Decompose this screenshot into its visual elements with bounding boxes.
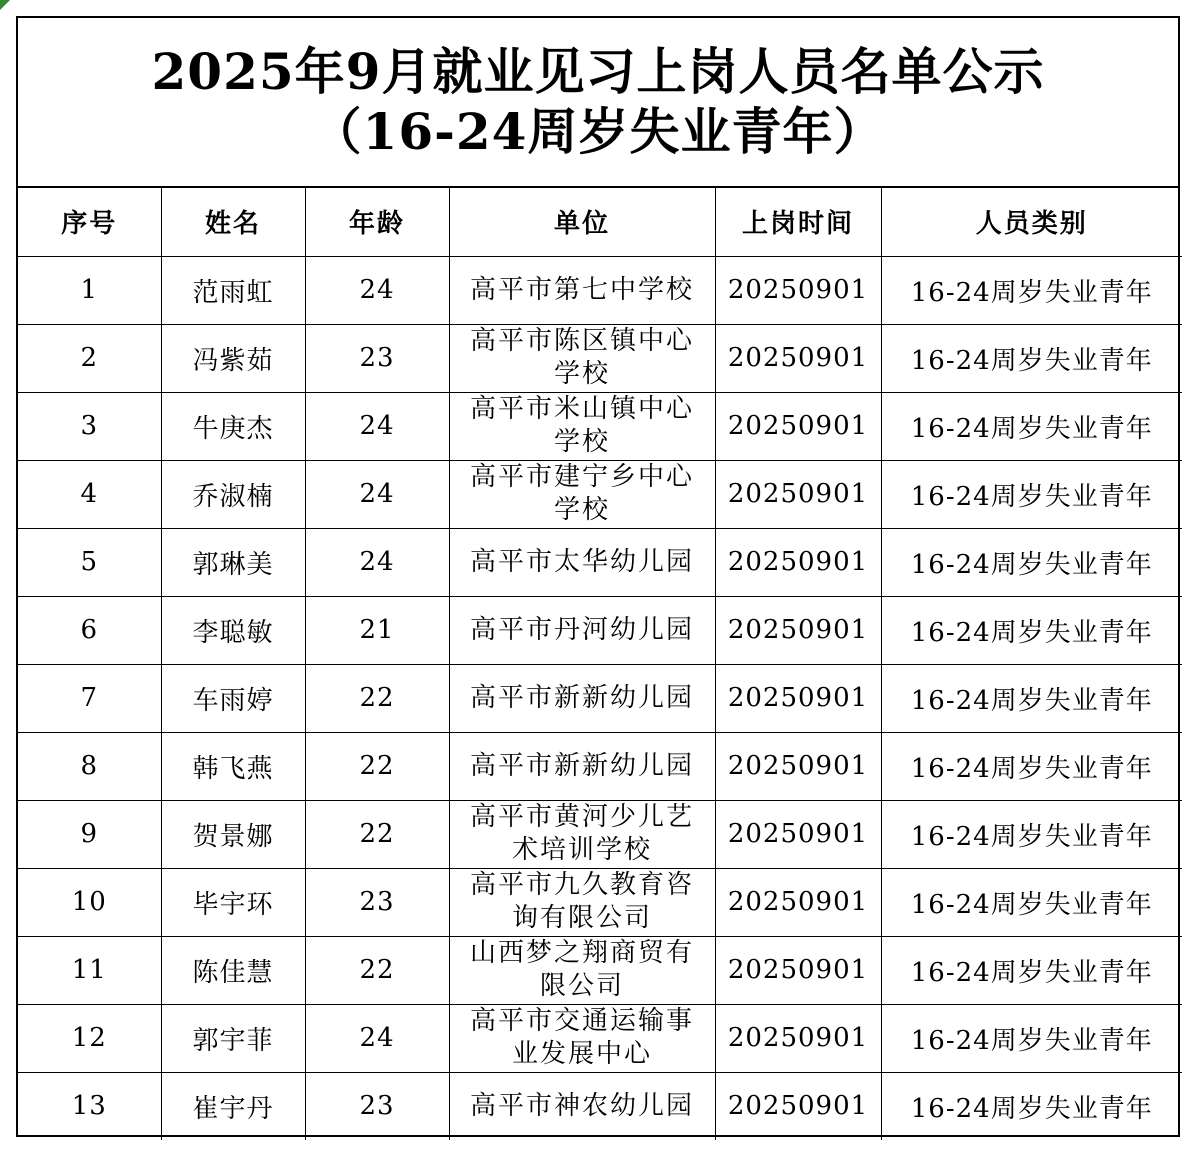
cell-start-date: 20250901 [715, 596, 881, 664]
cell-name: 冯紫茹 [161, 324, 305, 392]
table-row [18, 460, 1182, 528]
unit-text: 高平市丹河幼儿园 [469, 614, 694, 645]
cell-age: 21 [305, 596, 449, 664]
cell-start-date: 20250901 [715, 1072, 881, 1140]
cell-name: 李聪敏 [161, 596, 305, 664]
cell-index: 3 [18, 392, 161, 460]
unit-text: 高平市陈区镇中心学校 [469, 326, 694, 389]
cell-age: 24 [305, 1004, 449, 1072]
cell-age: 24 [305, 528, 449, 596]
cell-category: 16-24周岁失业青年 [881, 596, 1182, 664]
cell-index: 10 [18, 868, 161, 936]
cell-index: 8 [18, 732, 161, 800]
table-row [18, 800, 1182, 868]
cell-name: 韩飞燕 [161, 732, 305, 800]
cell-name: 贺景娜 [161, 800, 305, 868]
cell-name: 车雨婷 [161, 664, 305, 732]
unit-text: 高平市建宁乡中心学校 [469, 462, 694, 525]
cell-unit [449, 936, 715, 1004]
unit-text: 高平市新新幼儿园 [469, 682, 694, 713]
cell-category: 16-24周岁失业青年 [881, 460, 1182, 528]
unit-text: 高平市太华幼儿园 [469, 546, 694, 577]
cell-unit [449, 528, 715, 596]
cell-index: 4 [18, 460, 161, 528]
cell-category: 16-24周岁失业青年 [881, 324, 1182, 392]
cell-category: 16-24周岁失业青年 [881, 256, 1182, 324]
cell-name: 范雨虹 [161, 256, 305, 324]
unit-text: 高平市神农幼儿园 [469, 1090, 694, 1121]
cell-category: 16-24周岁失业青年 [881, 868, 1182, 936]
cell-unit [449, 800, 715, 868]
unit-text: 高平市交通运输事业发展中心 [469, 1006, 694, 1069]
cell-category: 16-24周岁失业青年 [881, 664, 1182, 732]
table-row [18, 732, 1182, 800]
cell-unit [449, 256, 715, 324]
cell-age: 22 [305, 936, 449, 1004]
cell-unit [449, 732, 715, 800]
cell-corner-marker [0, 0, 10, 10]
header-name: 姓名 [161, 188, 305, 256]
table-row [18, 596, 1182, 664]
cell-name: 郭宇菲 [161, 1004, 305, 1072]
cell-age: 24 [305, 392, 449, 460]
cell-age: 23 [305, 324, 449, 392]
cell-unit [449, 324, 715, 392]
table-row [18, 868, 1182, 936]
cell-name: 崔宇丹 [161, 1072, 305, 1140]
unit-text: 高平市米山镇中心学校 [469, 394, 694, 457]
cell-start-date: 20250901 [715, 1004, 881, 1072]
unit-text: 高平市新新幼儿园 [469, 750, 694, 781]
page-title: 2025年9月就业见习上岗人员名单公示 [151, 42, 1045, 101]
cell-start-date: 20250901 [715, 256, 881, 324]
cell-unit [449, 664, 715, 732]
cell-index: 11 [18, 936, 161, 1004]
table-row [18, 1004, 1182, 1072]
cell-index: 5 [18, 528, 161, 596]
table-row [18, 936, 1182, 1004]
cell-age: 24 [305, 256, 449, 324]
header-age: 年龄 [305, 188, 449, 256]
table-row [18, 324, 1182, 392]
cell-index: 6 [18, 596, 161, 664]
cell-unit [449, 1004, 715, 1072]
cell-start-date: 20250901 [715, 800, 881, 868]
cell-category: 16-24周岁失业青年 [881, 1004, 1182, 1072]
cell-index: 12 [18, 1004, 161, 1072]
unit-text: 山西梦之翔商贸有限公司 [469, 938, 694, 1001]
cell-unit [449, 868, 715, 936]
cell-start-date: 20250901 [715, 528, 881, 596]
header-unit: 单位 [449, 188, 715, 256]
cell-age: 22 [305, 664, 449, 732]
header-index: 序号 [18, 188, 161, 256]
table-header-row [18, 188, 1182, 256]
cell-unit [449, 596, 715, 664]
cell-index: 9 [18, 800, 161, 868]
cell-name: 毕宇环 [161, 868, 305, 936]
cell-index: 1 [18, 256, 161, 324]
cell-name: 牛庚杰 [161, 392, 305, 460]
cell-age: 24 [305, 460, 449, 528]
cell-category: 16-24周岁失业青年 [881, 936, 1182, 1004]
header-category: 人员类别 [881, 188, 1182, 256]
cell-index: 2 [18, 324, 161, 392]
cell-start-date: 20250901 [715, 392, 881, 460]
cell-start-date: 20250901 [715, 936, 881, 1004]
table-row [18, 664, 1182, 732]
cell-category: 16-24周岁失业青年 [881, 732, 1182, 800]
cell-start-date: 20250901 [715, 732, 881, 800]
unit-text: 高平市九久教育咨询有限公司 [469, 870, 694, 933]
cell-age: 23 [305, 1072, 449, 1140]
cell-start-date: 20250901 [715, 664, 881, 732]
table-row [18, 528, 1182, 596]
page-subtitle: （16-24周岁失业青年） [311, 102, 885, 161]
cell-start-date: 20250901 [715, 868, 881, 936]
cell-index: 13 [18, 1072, 161, 1140]
table-body [18, 256, 1182, 1140]
header-start-date: 上岗时间 [715, 188, 881, 256]
cell-age: 22 [305, 800, 449, 868]
cell-unit [449, 460, 715, 528]
cell-start-date: 20250901 [715, 324, 881, 392]
cell-name: 陈佳慧 [161, 936, 305, 1004]
cell-age: 23 [305, 868, 449, 936]
cell-age: 22 [305, 732, 449, 800]
document-sheet [16, 16, 1180, 1137]
table-row [18, 392, 1182, 460]
cell-category: 16-24周岁失业青年 [881, 1072, 1182, 1140]
cell-index: 7 [18, 664, 161, 732]
cell-category: 16-24周岁失业青年 [881, 800, 1182, 868]
roster-table [18, 188, 1182, 1140]
cell-start-date: 20250901 [715, 460, 881, 528]
cell-category: 16-24周岁失业青年 [881, 528, 1182, 596]
unit-text: 高平市第七中学校 [469, 274, 694, 305]
title-block [18, 18, 1178, 188]
unit-text: 高平市黄河少儿艺术培训学校 [469, 802, 694, 865]
table-row [18, 1072, 1182, 1140]
cell-name: 郭琳美 [161, 528, 305, 596]
cell-name: 乔淑楠 [161, 460, 305, 528]
table-row [18, 256, 1182, 324]
cell-unit [449, 1072, 715, 1140]
cell-unit [449, 392, 715, 460]
cell-category: 16-24周岁失业青年 [881, 392, 1182, 460]
